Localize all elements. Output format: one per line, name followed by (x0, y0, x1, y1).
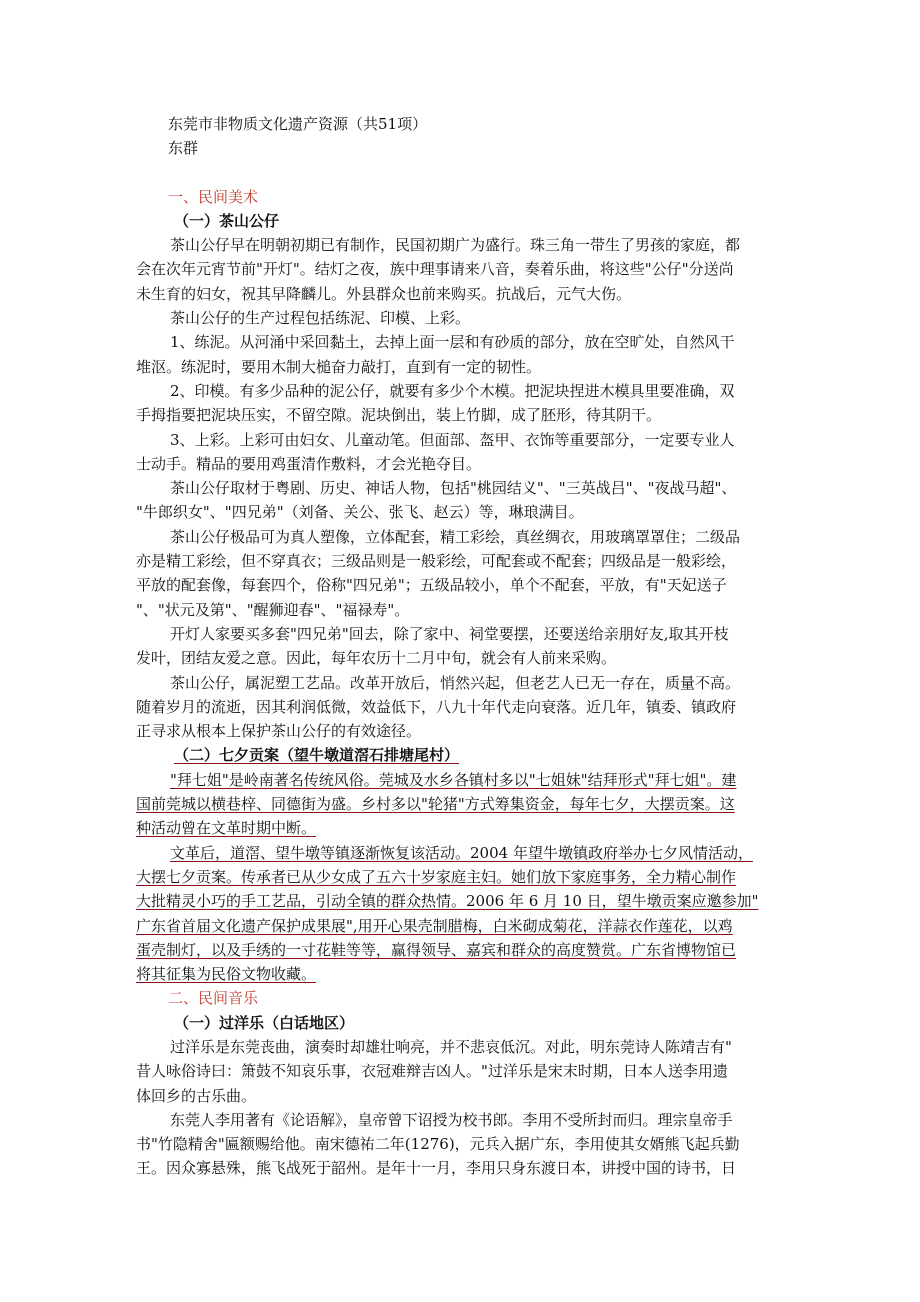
spacer (168, 161, 788, 185)
text-line: 堆沤。练泥时，要用木制大槌奋力敲打，直到有一定的韧性。 (136, 357, 542, 376)
text-line: 王。因众寡悬殊，熊飞战死于韶州。是年十一月，李用只身东渡日本，讲授中国的诗书，日 (136, 1159, 737, 1178)
text-line: 平放的配套像，每套四个，俗称"四兄弟"；五级品较小，单个不配套，平放，有"天妃送子 (136, 576, 727, 595)
text-line: 蛋壳制灯，以及手绣的一寸花鞋等等，赢得领导、嘉宾和群众的高度赞赏。广东省博物馆已 (136, 940, 737, 959)
text-line: 茶山公仔，属泥塑工艺品。改革开放后，悄然兴起，但老艺人已无一存在，质量不高。 (170, 673, 741, 692)
text-line: 茶山公仔早在明朝初期已有制作，民国初期广为盛行。珠三角一带生了男孩的家庭，都 (170, 236, 741, 255)
section-heading-folk-music: 二、民间音乐 (168, 989, 259, 1008)
text-line: 茶山公仔取材于粤剧、历史、神话人物，包括"桃园结义"、"三英战吕"、"夜战马超"、 (170, 479, 737, 498)
text-line: 体回乡的古乐曲。 (136, 1086, 257, 1105)
document-title: 东莞市非物质文化遗产资源（共51项） (168, 115, 428, 133)
item-heading-chashan-figurines: （一）茶山公仔 (174, 211, 280, 230)
text-line: 东莞人李用著有《论语解》，皇帝曾下诏授为校书郎。李用不受所封而归。理宗皇帝手 (170, 1110, 733, 1129)
text-line: 昔人咏俗诗曰：箫鼓不知哀乐事，衣冠难辩吉凶人。"过洋乐是宋末时期，日本人送李用遗 (136, 1062, 728, 1081)
text-line: 广东省首届文化遗产保护成果展",用开心果壳制腊梅，白米砌成菊花，洋蒜衣作莲花，以鸡 (136, 916, 733, 935)
text-line: 过洋乐是东莞丧曲，演奏时却雄壮响亮，并不悲哀低沉。对此，明东莞诗人陈靖吉有" (170, 1037, 732, 1056)
text-line: 3、上彩。上彩可由妇女、儿童动笔。但面部、盔甲、衣饰等重要部分，一定要专业人 (170, 430, 735, 449)
text-line: "牛郎织女"、"四兄弟"（刘备、关公、张飞、赵云）等，琳琅满目。 (136, 503, 584, 522)
item-heading-guoyang-music: （一）过洋乐（白话地区） (174, 1013, 355, 1032)
document-body (136, 112, 788, 1181)
text-line: 开灯人家要买多套"四兄弟"回去，除了家中、祠堂要摆，还要送给亲朋好友,取其开枝 (170, 624, 729, 643)
text-line: 未生育的妇女，祝其早降麟儿。外县群众也前来购买。抗战后，元气大伤。 (136, 284, 632, 303)
text-line: 正寻求从根本上保护茶山公仔的有效途径。 (136, 722, 422, 741)
text-line: "拜七姐"是岭南著名传统风俗。莞城及水乡各镇村多以"七姐妹"结拜形式"拜七姐"。建 (170, 770, 737, 789)
text-line: 书"竹隐精舍"匾额赐给他。南宋德祐二年(1276)，元兵入据广东，李用使其女婿熊飞起兵勤 (136, 1135, 740, 1154)
text-line: 发叶，团结友爱之意。因此，每年农历十二月中旬，就会有人前来采购。 (136, 649, 617, 668)
document-author: 东群 (168, 139, 199, 158)
text-line: 将其征集为民俗文物收藏。 (136, 965, 317, 984)
text-line: 大摆七夕贡案。传承者已从少女成了五六十岁家庭主妇。她们放下家庭事务，全力精心制作 (136, 867, 737, 886)
text-line: 随着岁月的流逝，因其利润低微，效益低下，八九十年代走向衰落。近几年，镇委、镇政府 (136, 697, 737, 716)
text-line: "、"状元及第"、"醒狮迎春"、"福禄寿"。 (136, 600, 410, 619)
item-heading-qixi-offerings: （二）七夕贡案（望牛墩道滘石排塘尾村） (174, 746, 460, 765)
text-line: 亦是精工彩绘，但不穿真衣；三级品则是一般彩绘，可配套或不配套；四级品是一般彩绘， (136, 552, 737, 571)
text-line: 2、印模。有多少品种的泥公仔，就要有多少个木模。把泥块捏进木模具里要准确，双 (170, 381, 735, 400)
text-line: 茶山公仔极品可为真人塑像，立体配套，精工彩绘，真丝绸衣，用玻璃罩罩住；二级品 (170, 527, 741, 546)
text-line: 大批精灵小巧的手工艺品，引动全镇的群众热情。2006 年 6 月 10 日，望牛墩贡案应邀参加" (136, 892, 759, 911)
text-line: 种活动曾在文革时期中断。 (136, 819, 317, 838)
text-line: 会在次年元宵节前"开灯"。结灯之夜，族中理事请来八音，奏着乐曲，将这些"公仔"分送尚 (136, 260, 734, 279)
text-line: 士动手。精品的要用鸡蛋清作敷料，才会光艳夺目。 (136, 454, 482, 473)
section-heading-folk-art: 一、民间美术 (168, 187, 259, 206)
text-line: 国前莞城以横巷梓、同德街为盛。乡村多以"轮猪"方式筹集资金，每年七夕，大摆贡案。这 (136, 795, 735, 814)
text-line: 1、练泥。从河涌中采回黏土，去掉上面一层和有砂质的部分，放在空旷处，自然风干 (170, 333, 735, 352)
text-line: 文革后，道滘、望牛墩等镇逐渐恢复该活动。2004 年望牛墩镇政府举办七夕风情活动， (170, 843, 753, 862)
text-line: 手拇指要把泥块压实，不留空隙。泥块倒出，装上竹脚，成了胚形，待其阴干。 (136, 406, 662, 425)
text-line: 茶山公仔的生产过程包括练泥、印模、上彩。 (170, 309, 471, 328)
